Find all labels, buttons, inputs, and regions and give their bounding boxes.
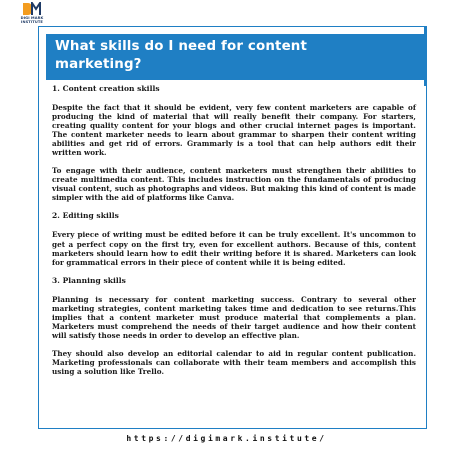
- logo-text: DIGI MARK INSTITUTE: [20, 16, 44, 24]
- paragraph: Despite the fact that it should be evident, very few content marketers are capable of producing the kind of material that will really benefit their company. For starters, creating quality content for your blogs and other crucial internet pages is important. The content marketer needs to learn about grammar to sharpen their content writing abilities and get rid of errors. Grammarly is a tool that can help authors edit their written work.: [52, 103, 416, 158]
- section-heading: 3. Planning skills: [52, 275, 126, 285]
- paragraph: Planning is necessary for content marketing success. Contrary to several other marketing strategies, content marketing takes time and dedication to see returns.This implies that a content marketer must produce material that complements a plan. Marketers must comprehend the needs of their target audience and how their content will satisfy those needs in order to develop an effective plan.: [52, 294, 416, 340]
- section-heading: 1. Content creation skills: [52, 84, 160, 93]
- section-heading: 2. Editing skills: [52, 211, 119, 221]
- page-title-line-1: What skills do I need for content: [55, 39, 308, 54]
- dm-logo-icon: [22, 2, 42, 16]
- paragraph: They should also develop an editorial calendar to aid in regular content publication. Marketing professionals can collaborate with their team members and accomplish this using a solution like Trello.: [52, 348, 416, 376]
- paragraph: To engage with their audience, content marketers must strengthen their abilities to create multimedia content. This includes instruction on the fundamentals of producing visual content, such as photographs and videos. But making this kind of content is made simpler with the aid of platforms like Canva.: [52, 166, 416, 203]
- title-banner: [46, 34, 424, 80]
- article-body: [52, 84, 416, 385]
- brand-logo: [12, 2, 52, 26]
- page-title-line-2: marketing?: [55, 57, 142, 72]
- frame-accent: [424, 26, 427, 86]
- paragraph: Every piece of writing must be edited before it can be truly excellent. It's uncommon to get a perfect copy on the first try, even for excellent authors. Because of this, content marketers should learn how to edit their writing before it is shared. Marketers can look for grammatical errors in their piece of content while it is being edited.: [52, 230, 416, 267]
- footer-url[interactable]: https://digimark.institute/: [126, 434, 327, 443]
